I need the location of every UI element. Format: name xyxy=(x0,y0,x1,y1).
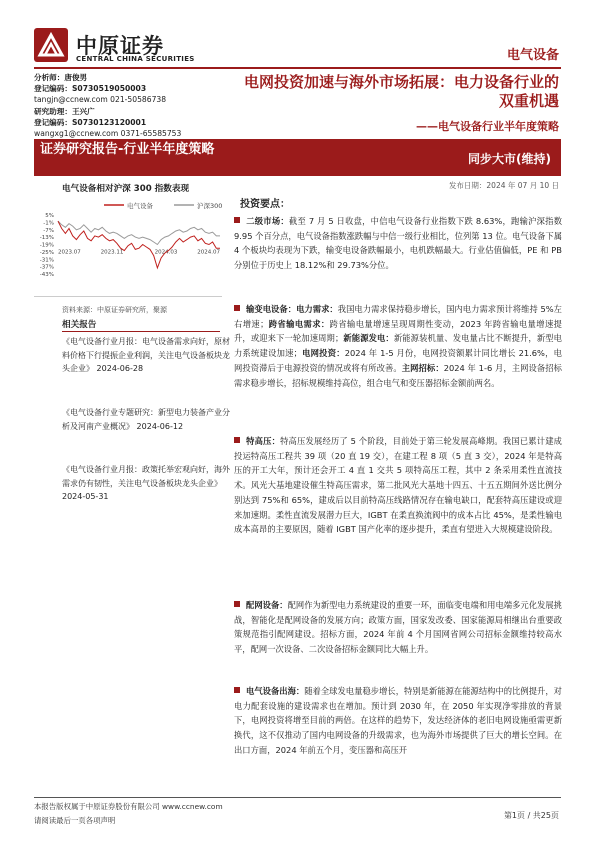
bullet-icon xyxy=(234,687,240,693)
related-reports-title: 相关报告 xyxy=(62,320,97,330)
analyst-name: 分析师：唐俊男 xyxy=(34,73,88,82)
related-report-3[interactable] xyxy=(62,463,230,504)
legend-label: 沪深300 xyxy=(197,202,223,210)
related-report-date: 2024-06-28 xyxy=(96,364,144,373)
related-report-1[interactable] xyxy=(62,335,230,376)
assistant-code: 登记编码：S0730123120001 xyxy=(34,118,147,127)
chart-title: 电气设备相对沪深 300 指数表现 xyxy=(62,184,190,194)
company-logo xyxy=(34,28,68,62)
y-tick-label: -25% xyxy=(39,249,54,256)
point-overseas-expansion: 电气设备出海：随着全球发电量稳步增长，特别是新能源在能源结构中的比例提升，对电力配套设施的建设需求也在增加。预计到 2030 年，在 2050 年实现净零排放的背景下，电网投资将增至目前的两倍。在这样的趋势下，发达经济体的老旧电网设施亟需更新换代，这不仅推动了国内电网设备的升级需求，也为海外市场提供了巨大的增长空间。在出口方面，2024 年前五个月，变压器和高压开 xyxy=(234,686,562,755)
logo-name-en: CENTRAL CHINA SECURITIES xyxy=(76,55,195,63)
y-tick-label: -19% xyxy=(39,242,54,249)
key-points-heading: 投资要点： xyxy=(240,199,290,210)
analyst-code: 登记编码：S0730519050003 xyxy=(34,84,147,93)
legend-label: 电气设备 xyxy=(127,202,153,210)
copyright-text: 本报告版权属于中原证券股份有限公司 www.ccnew.com xyxy=(34,802,223,811)
x-tick-label: 2023.07 xyxy=(58,249,81,256)
related-reports-rule xyxy=(62,331,220,332)
y-tick-label: -31% xyxy=(39,257,54,264)
report-type: 证券研究报告-行业半年度策略 xyxy=(40,142,215,157)
page-number: 第1页 / 共25页 xyxy=(503,811,559,820)
chart-source: 资料来源：中原证券研究所，聚源 xyxy=(62,306,167,314)
report-subtitle: ——电气设备行业半年度策略 xyxy=(416,120,559,133)
assistant-name: 研究助理：王兴广 xyxy=(34,107,95,116)
y-tick-label: -37% xyxy=(39,264,54,271)
analyst-contact: tangjn@ccnew.com 021-50586738 xyxy=(34,95,167,104)
footer-disclaimer xyxy=(34,800,223,828)
point-distribution-network: 配网设备：配网作为新型电力系统建设的重要一环，面临变电端和用电端多元化发展挑战，智能化是配网设备的发展方向；政策方面，国家发改委、国家能源局相继出台重要政策规范指引配网建设。招标方面，2024 年前 4 个月国网省网公司招标金额维持较高水平，配网一次设备、二次设备招标金额同比大幅上升。 xyxy=(234,600,562,655)
related-report-text: 《电气设备行业月报：政策托举宏观向好，海外需求仍有韧性，关注电气设备板块龙头企业》 xyxy=(62,465,230,488)
logo-name-cn: 中原证券 xyxy=(76,34,164,58)
y-tick-label: -43% xyxy=(39,272,54,278)
related-report-date: 2024-05-31 xyxy=(62,492,109,501)
header-rule xyxy=(34,67,561,69)
disclaimer-link[interactable]: 请阅读最后一页各项声明 xyxy=(34,816,116,825)
footer-rule xyxy=(34,797,561,798)
report-title: 电网投资加速与海外市场拓展：电力设备行业的双重机遇 xyxy=(243,73,559,110)
publish-date: 发布日期：2024 年 07 月 10 日 xyxy=(448,181,559,190)
rating: 同步大市(维持) xyxy=(468,152,551,166)
sector-label: 电气设备 xyxy=(506,48,559,63)
bullet-icon xyxy=(234,437,240,443)
point-transmission-equipment: 输变电设备：电力需求：我国电力需求保持稳步增长，国内电力需求预计将维持 5%左右增速；跨省输电需求：跨省输电量增速呈现周期性变动，2023 年跨省输电量增速提升，或迎来下一轮加速周期；新能源发电：新能源装机量、发电量占比不断提升，新型电力系统建设加速；电网投资：2024 年 1-5 月份，电网投资额累计同比增长 21.6%，电网投资滞后于电源投资的情况或将有所改善。主网招标：2024 年 1-6 月，主网设备招标需求稳步增长，招标规模维持高位，组合电气和变压器招标金额前两名。 xyxy=(234,304,562,388)
related-report-text: 《电气设备行业月报：电气设备需求向好，原材料价格下行提振企业利润，关注电气设备板块龙头企业》 xyxy=(62,337,230,373)
y-tick-label: -1% xyxy=(43,220,54,227)
assistant-contact: wangxg1@ccnew.com 0371-65585753 xyxy=(34,129,182,138)
x-tick-label: 2023.11 xyxy=(100,249,124,256)
x-tick-label: 2024.03 xyxy=(154,249,178,256)
y-tick-label: -13% xyxy=(39,235,54,242)
bullet-icon xyxy=(234,217,240,223)
related-report-2[interactable] xyxy=(62,406,230,433)
bullet-icon xyxy=(234,305,240,311)
related-report-date: 2024-06-12 xyxy=(136,421,184,431)
bullet-icon xyxy=(234,601,240,607)
y-tick-label: 5% xyxy=(45,213,54,219)
y-tick-label: -7% xyxy=(43,227,54,234)
performance-chart xyxy=(34,196,224,288)
chart-divider xyxy=(34,296,222,297)
related-report-text: 《电气设备行业专题研究：新型电力装备产业分析及河南产业概况》 xyxy=(62,408,230,431)
point-secondary-market: 二级市场：截至 7 月 5 日收盘，中信电气设备行业指数下跌 8.63%，跑输沪深指数 9.95 个百分点，电气设备指数涨跌幅与中信一级行业相比，位列第 13 位。电气设备下属 4 个板块均表现为下跌，输变电设备跌幅最小，电机跌幅最大。行业估值偏低，PE 和 PB 分别位于历史上 18.12%和 29.73%分位。 xyxy=(234,216,562,271)
point-uhv: 特高压：特高压发展经历了 5 个阶段，目前处于第三轮发展高峰期。我国已累计建成投运特高压工程共 39 项（20 直 19 交），在建工程 8 项（5 直 3 交），2024 年是特高压的开工大年，预计还会开工 4 直 1 交共 5 项特高压工程，其中 2 条采用柔性直流技术。风光大基地建设催生特高压需求，第二批风光大基地十四五、十五五期间外送比例分别达到 75%和 65%，建成后以目前特高压线路情况存在输电缺口，配套特高压建设或迎来加速期。柔性直流发展潜力巨大，IGBT 在柔直换流阀中的成本占比 45%，是柔性输电成本高昂的主要原因，随着 IGBT 国产化率的逐步提升，柔直有望进入大规模建设阶段。 xyxy=(234,436,562,535)
x-tick-label: 2024.07 xyxy=(197,249,220,256)
